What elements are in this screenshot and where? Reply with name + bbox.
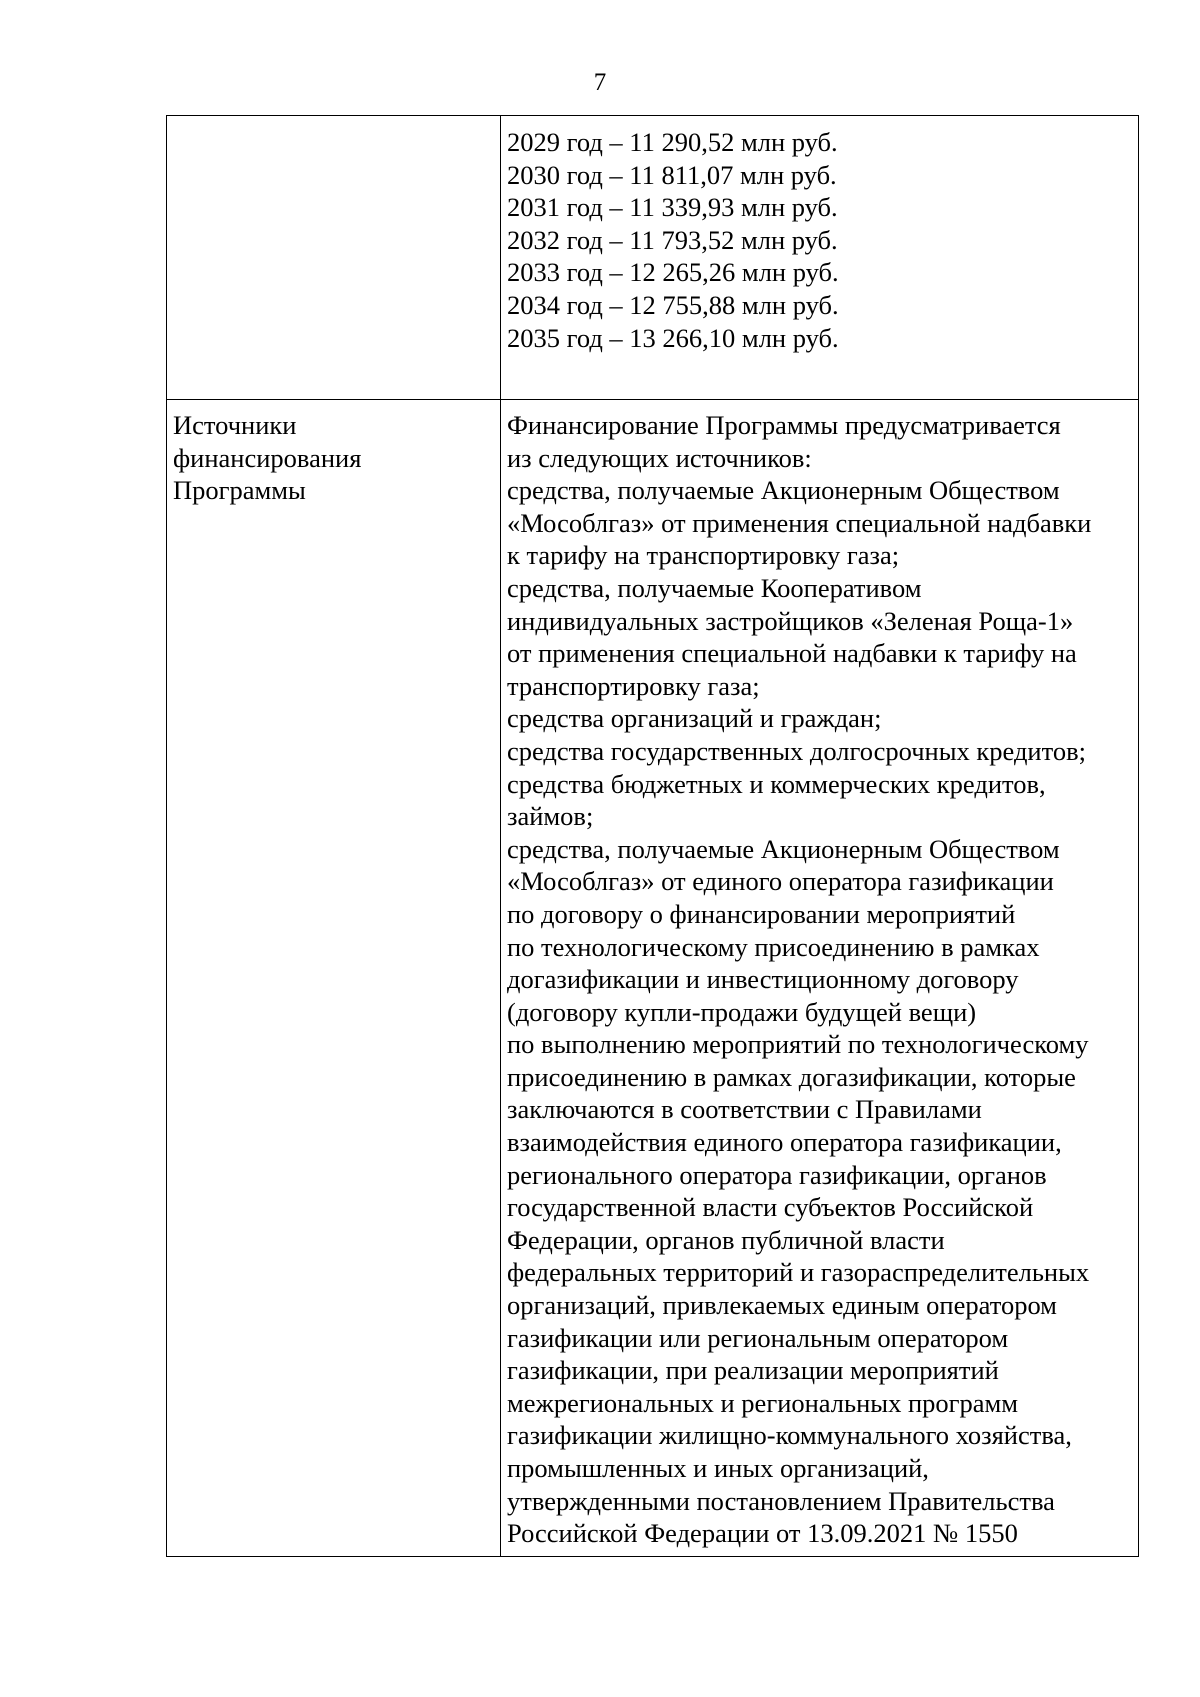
funding-sources-text-line: средства бюджетных и коммерческих кредитов, — [507, 768, 1046, 799]
funding-sources-text-line: (договору купли-продажи будущей вещи) — [507, 996, 977, 1027]
funding-sources-text-line: заключаются в соответствии с Правилами — [507, 1094, 982, 1125]
funding-sources-text-line: утвержденными постановлением Правительства — [507, 1485, 1055, 1516]
funding-sources-text-line: Российской Федерации от 13.09.2021 № 1550 — [507, 1518, 1018, 1549]
funding-year-line: 2034 год – 12 755,88 млн руб. — [507, 289, 839, 320]
table-row-funding-sources — [167, 400, 1139, 1557]
funding-sources-heading-line: финансирования — [173, 442, 362, 473]
funding-sources-text-line: Федерации, органов публичной власти — [507, 1224, 945, 1255]
funding-sources-text-line: средства государственных долгосрочных кредитов; — [507, 735, 1086, 766]
funding-year-line: 2035 год – 13 266,10 млн руб. — [507, 322, 839, 353]
funding-sources-heading-cell — [167, 400, 501, 1557]
funding-sources-heading-line: Источники — [173, 410, 297, 440]
funding-sources-text-line: по договору о финансировании мероприятий — [507, 898, 1016, 929]
table-cell-empty — [167, 116, 501, 400]
funding-sources-text-line: по выполнению мероприятий по технологическому — [507, 1029, 1089, 1060]
funding-sources-text-line: «Мособлгаз» от применения специальной надбавки — [507, 507, 1092, 538]
funding-sources-text-line: транспортировку газа; — [507, 670, 760, 701]
funding-sources-text-line: от применения специальной надбавки к тарифу на — [507, 638, 1077, 669]
funding-sources-text-line: по технологическому присоединению в рамках — [507, 931, 1040, 962]
funding-sources-text-line: индивидуальных застройщиков «Зеленая Роща-1» — [507, 605, 1074, 636]
funding-sources-text-line: межрегиональных и региональных программ — [507, 1387, 1019, 1418]
funding-sources-text-line: организаций, привлекаемых единым оператором — [507, 1290, 1057, 1321]
funding-year-line: 2029 год – 11 290,52 млн руб. — [507, 127, 838, 157]
funding-sources-text-line: промышленных и иных организаций, — [507, 1453, 929, 1483]
funding-year-line: 2031 год – 11 339,93 млн руб. — [507, 192, 838, 223]
page-number: 7 — [593, 69, 607, 96]
funding-sources-text-line: газификации, при реализации мероприятий — [507, 1355, 999, 1386]
funding-sources-text-line: Финансирование Программы предусматривается — [507, 410, 1061, 440]
funding-sources-text-line: к тарифу на транспортировку газа; — [507, 540, 900, 571]
funding-sources-text-line: «Мособлгаз» от единого оператора газификации — [507, 866, 1054, 897]
funding-year-line: 2033 год – 12 265,26 млн руб. — [507, 257, 839, 288]
table-row-funding-by-year — [167, 116, 1139, 400]
funding-sources-text-cell — [501, 400, 1139, 1557]
funding-sources-text-line: догазификации и инвестиционному договору — [507, 964, 1019, 995]
funding-by-year-cell — [501, 116, 1139, 400]
funding-year-line: 2032 год – 11 793,52 млн руб. — [507, 224, 838, 255]
funding-sources-text-line: средства, получаемые Акционерным Обществом — [507, 475, 1060, 506]
funding-sources-text-line: газификации или региональным оператором — [507, 1322, 1009, 1353]
funding-sources-text-line: присоединению в рамках догазификации, которые — [507, 1061, 1076, 1092]
funding-year-line: 2030 год – 11 811,07 млн руб. — [507, 159, 837, 190]
funding-sources-text-line: регионального оператора газификации, органов — [507, 1159, 1047, 1190]
funding-sources-text-line: газификации жилищно-коммунального хозяйства, — [507, 1420, 1072, 1451]
funding-sources-text-line: из следующих источников: — [507, 442, 812, 473]
funding-sources-text-line: займов; — [507, 801, 594, 832]
funding-sources-text-line: государственной власти субъектов Российской — [507, 1192, 1034, 1223]
funding-sources-text-line: взаимодействия единого оператора газификации, — [507, 1127, 1062, 1158]
funding-sources-text-line: средства, получаемые Кооперативом — [507, 572, 922, 603]
funding-sources-text-line: средства, получаемые Акционерным Обществом — [507, 833, 1060, 864]
funding-sources-text-line: федеральных территорий и газораспределительных — [507, 1257, 1090, 1288]
program-passport-table — [166, 115, 1139, 1557]
funding-sources-heading-line: Программы — [173, 475, 306, 506]
funding-sources-text-line: средства организаций и граждан; — [507, 703, 882, 734]
